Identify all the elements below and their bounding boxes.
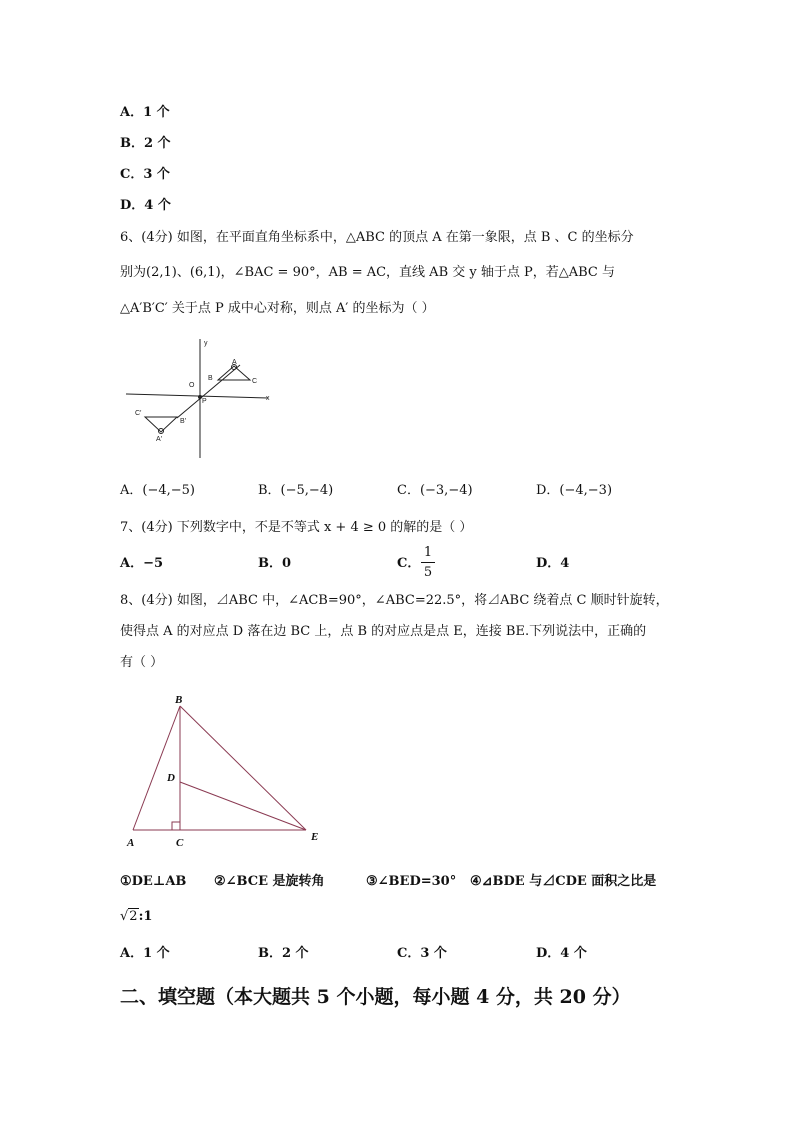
segment-ab xyxy=(133,706,180,830)
question-6-option-d: D．(−4,−3) xyxy=(536,483,613,498)
label-c-prime: C′ xyxy=(135,410,142,417)
fraction-numerator: 1 xyxy=(423,545,433,560)
option-b: B．2 个 xyxy=(120,136,171,151)
label-e: E xyxy=(311,831,319,843)
statement-3: ③∠BED=30° xyxy=(366,874,457,889)
sqrt-sign: √ xyxy=(120,909,129,924)
label-a: A xyxy=(127,837,135,849)
label-b-prime: B′ xyxy=(180,418,186,425)
question-8-line-3: 有（ ） xyxy=(120,655,164,670)
ratio-tail: :1 xyxy=(138,909,153,924)
question-6-option-b: B．(−5,−4) xyxy=(258,483,334,498)
section-heading: 二、填空题（本大题共 5 个小题，每小题 4 分，共 20 分） xyxy=(120,986,631,1008)
right-angle-mark xyxy=(172,822,180,830)
label-a-prime: A′ xyxy=(156,436,162,443)
label-c: C xyxy=(252,378,258,385)
statement-2: ②∠BCE 是旋转角 xyxy=(214,874,325,889)
question-7-option-a: A．−5 xyxy=(120,556,164,571)
option-c: C．3 个 xyxy=(120,167,170,182)
question-8-line-2: 使得点 A 的对应点 D 落在边 BC 上，点 B 的对应点是点 E，连接 BE.下列说法中，正确的 xyxy=(120,624,647,639)
question-7-option-c-label: C． xyxy=(397,556,421,571)
question-8-option-b: B．2 个 xyxy=(258,946,309,961)
label-y: y xyxy=(204,340,208,347)
statement-1: ①DE⊥AB xyxy=(120,874,187,889)
fraction-denominator: 5 xyxy=(423,565,433,580)
question-7-stem: 7、(4分) 下列数字中，不是不等式 x + 4 ≥ 0 的解的是（ ） xyxy=(120,520,473,535)
label-b: B xyxy=(175,694,183,706)
question-7-option-d: D．4 xyxy=(536,556,570,571)
label-b: B xyxy=(208,375,213,382)
question-6-line-3: △A′B′C′ 关于点 P 成中心对称，则点 A′ 的坐标为（ ） xyxy=(120,301,435,316)
question-8-option-a: A．1 个 xyxy=(120,946,170,961)
question-6-line-2: 别为(2,1)、(6,1)，∠BAC = 90°，AB = AC，直线 AB 交 y 轴于点 P，若△ABC 与 xyxy=(120,265,616,280)
question-7-option-b: B．0 xyxy=(258,556,292,571)
sqrt-radicand: 2 xyxy=(129,909,138,924)
question-8-line-1: 8、(4分) 如图，⊿ABC 中，∠ACB=90°，∠ABC=22.5°，将⊿ABC 绕着点 C 顺时针旋转， xyxy=(120,593,669,608)
label-x: x xyxy=(266,395,270,402)
question-6-option-a: A．(−4,−5) xyxy=(120,483,195,498)
ratio-sqrt2-to-1 xyxy=(120,909,152,924)
option-d: D．4 个 xyxy=(120,198,171,213)
label-o: O xyxy=(189,382,195,389)
label-p: P xyxy=(202,398,207,405)
label-d: D xyxy=(167,772,175,784)
segment-be xyxy=(180,706,306,830)
label-a: A xyxy=(232,359,237,366)
question-8-option-d: D．4 个 xyxy=(536,946,587,961)
question-8-option-c: C．3 个 xyxy=(397,946,447,961)
question-6-option-c: C．(−3,−4) xyxy=(397,483,473,498)
option-a: A．1 个 xyxy=(120,105,170,120)
question-6-line-1: 6、(4分) 如图，在平面直角坐标系中，△ABC 的顶点 A 在第一象限，点 B 、C 的坐标分 xyxy=(120,230,634,245)
segment-de xyxy=(180,782,306,830)
statement-4: ④⊿BDE 与⊿CDE 面积之比是 xyxy=(470,874,657,889)
label-c: C xyxy=(176,837,184,849)
